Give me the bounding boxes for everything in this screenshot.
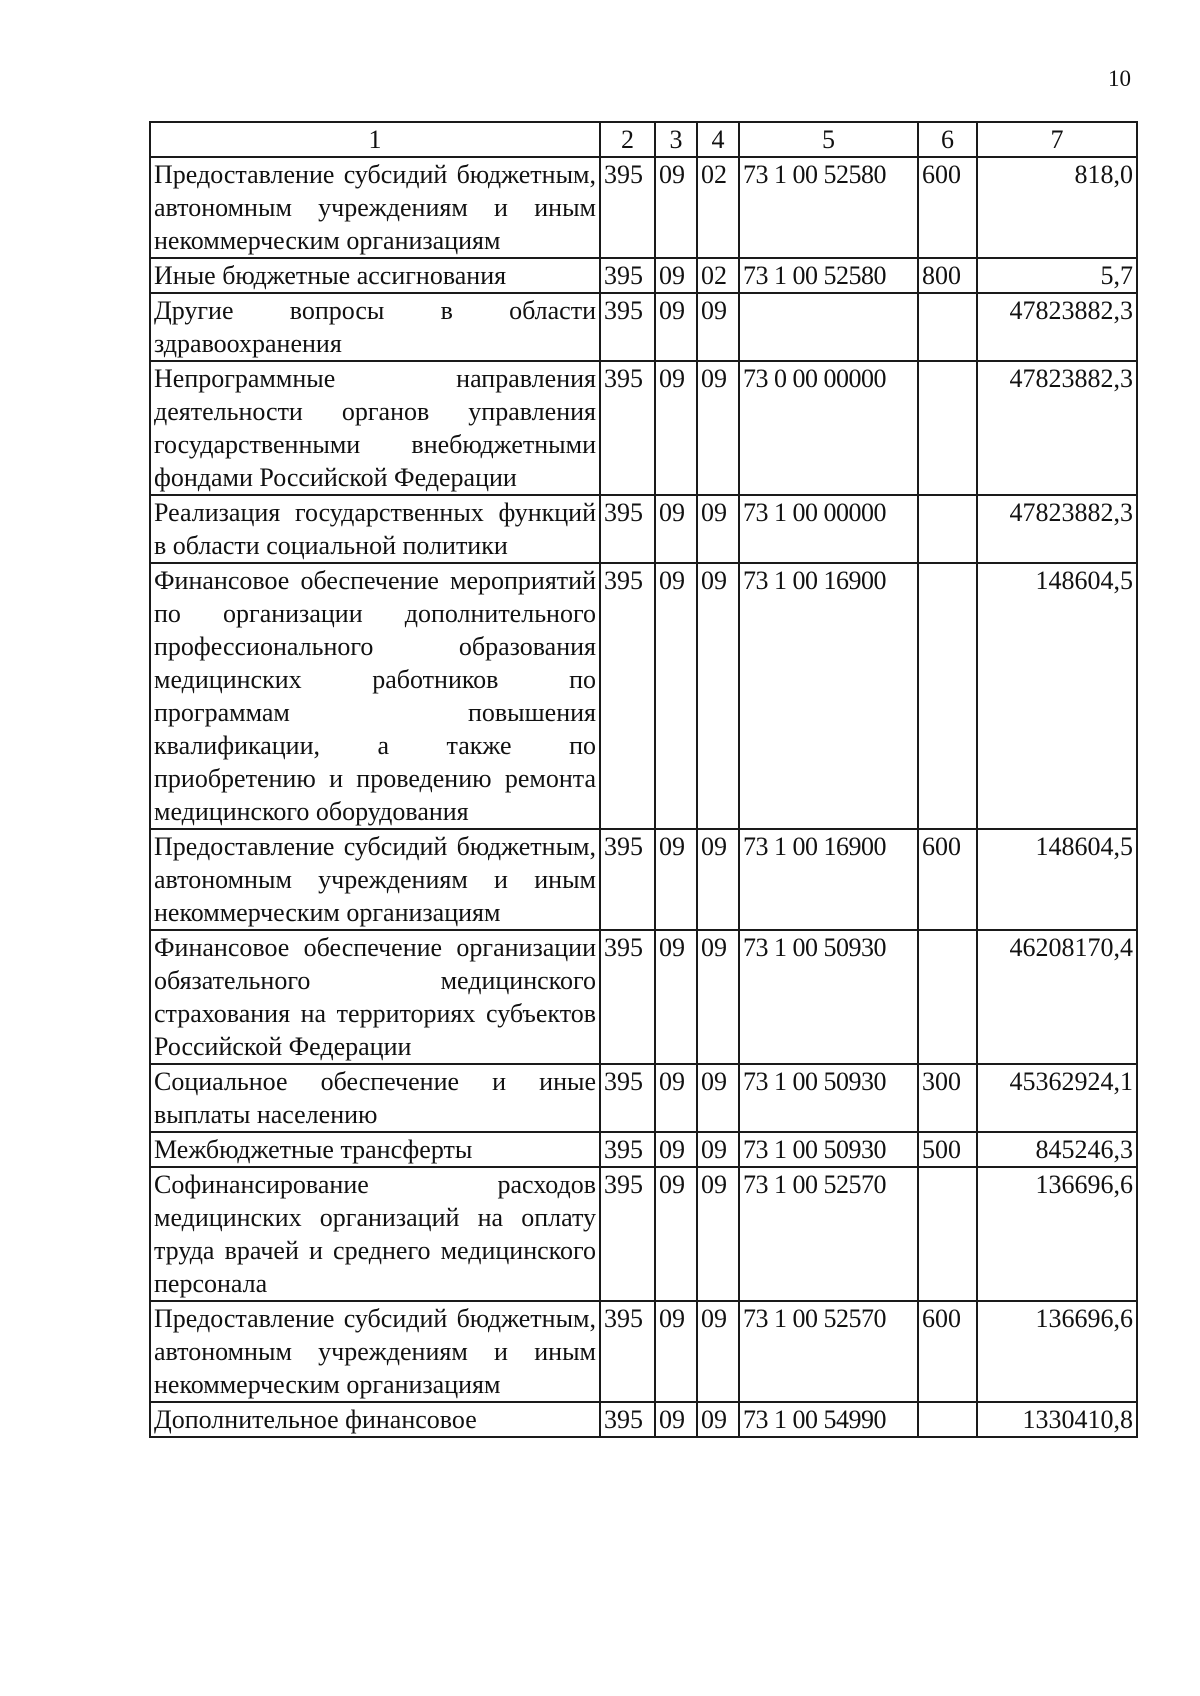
grbs-code-cell: 395	[600, 1132, 655, 1167]
amount-cell: 47823882,3	[977, 361, 1137, 495]
target-article-cell: 73 1 00 52580	[739, 157, 918, 258]
grbs-code-cell: 395	[600, 495, 655, 563]
section-code-cell: 09	[655, 495, 697, 563]
target-article-cell: 73 1 00 50930	[739, 1132, 918, 1167]
table-row	[150, 1064, 1137, 1132]
subsection-code-cell: 09	[697, 563, 739, 829]
subsection-code-cell: 09	[697, 1064, 739, 1132]
page-number: 10	[1108, 66, 1131, 91]
subsection-code-cell: 09	[697, 361, 739, 495]
target-article-cell: 73 1 00 50930	[739, 1064, 918, 1132]
section-code-cell: 09	[655, 258, 697, 293]
row-name-cell: Софинансирование расходов медицинских организаций на оплату труда врачей и среднего медицинского персонала	[150, 1167, 600, 1301]
table-row	[150, 930, 1137, 1064]
table-row	[150, 1132, 1137, 1167]
amount-cell: 148604,5	[977, 829, 1137, 930]
table-row	[150, 1402, 1137, 1437]
row-name-cell: Иные бюджетные ассигнования	[150, 258, 600, 293]
grbs-code-cell: 395	[600, 361, 655, 495]
subsection-code-cell: 09	[697, 1402, 739, 1437]
target-article-cell: 73 1 00 52580	[739, 258, 918, 293]
amount-cell: 47823882,3	[977, 495, 1137, 563]
expense-type-cell	[918, 1402, 977, 1437]
expense-type-cell	[918, 293, 977, 361]
expense-type-cell: 600	[918, 157, 977, 258]
section-code-cell: 09	[655, 829, 697, 930]
row-name-cell: Непрограммные направления деятельности органов управления государственными внебюджетными фондами Российской Федерации	[150, 361, 600, 495]
amount-cell: 845246,3	[977, 1132, 1137, 1167]
row-name-cell: Предоставление субсидий бюджетным, автономным учреждениям и иным некоммерческим организациям	[150, 157, 600, 258]
column-header: 3	[655, 122, 697, 157]
subsection-code-cell: 09	[697, 829, 739, 930]
grbs-code-cell: 395	[600, 258, 655, 293]
expense-type-cell	[918, 563, 977, 829]
section-code-cell: 09	[655, 930, 697, 1064]
amount-cell: 818,0	[977, 157, 1137, 258]
section-code-cell: 09	[655, 563, 697, 829]
grbs-code-cell: 395	[600, 157, 655, 258]
row-name-cell: Финансовое обеспечение организации обязательного медицинского страхования на территориях субъектов Российской Федерации	[150, 930, 600, 1064]
amount-cell: 136696,6	[977, 1167, 1137, 1301]
section-code-cell: 09	[655, 157, 697, 258]
subsection-code-cell: 02	[697, 157, 739, 258]
table-body	[150, 157, 1137, 1437]
grbs-code-cell: 395	[600, 1064, 655, 1132]
amount-cell: 136696,6	[977, 1301, 1137, 1402]
column-header: 7	[977, 122, 1137, 157]
table-row	[150, 361, 1137, 495]
amount-cell: 148604,5	[977, 563, 1137, 829]
subsection-code-cell: 09	[697, 495, 739, 563]
grbs-code-cell: 395	[600, 563, 655, 829]
subsection-code-cell: 09	[697, 1167, 739, 1301]
section-code-cell: 09	[655, 1132, 697, 1167]
section-code-cell: 09	[655, 1402, 697, 1437]
amount-cell: 46208170,4	[977, 930, 1137, 1064]
row-name-cell: Дополнительное финансовое	[150, 1402, 600, 1437]
subsection-code-cell: 09	[697, 1132, 739, 1167]
amount-cell: 5,7	[977, 258, 1137, 293]
amount-cell: 45362924,1	[977, 1064, 1137, 1132]
grbs-code-cell: 395	[600, 930, 655, 1064]
expense-type-cell	[918, 361, 977, 495]
row-name-cell: Реализация государственных функций в области социальной политики	[150, 495, 600, 563]
subsection-code-cell: 02	[697, 258, 739, 293]
grbs-code-cell: 395	[600, 829, 655, 930]
expense-type-cell	[918, 495, 977, 563]
column-header: 4	[697, 122, 739, 157]
target-article-cell: 73 1 00 00000	[739, 495, 918, 563]
budget-table	[149, 121, 1138, 1438]
section-code-cell: 09	[655, 1301, 697, 1402]
table-row	[150, 495, 1137, 563]
subsection-code-cell: 09	[697, 930, 739, 1064]
target-article-cell: 73 1 00 16900	[739, 829, 918, 930]
subsection-code-cell: 09	[697, 1301, 739, 1402]
table-row	[150, 1301, 1137, 1402]
section-code-cell: 09	[655, 361, 697, 495]
expense-type-cell: 800	[918, 258, 977, 293]
expense-type-cell: 500	[918, 1132, 977, 1167]
target-article-cell	[739, 293, 918, 361]
table-row	[150, 1167, 1137, 1301]
section-code-cell: 09	[655, 293, 697, 361]
amount-cell: 47823882,3	[977, 293, 1137, 361]
table-row	[150, 157, 1137, 258]
expense-type-cell: 300	[918, 1064, 977, 1132]
expense-type-cell	[918, 930, 977, 1064]
header-row	[150, 122, 1137, 157]
expense-type-cell	[918, 1167, 977, 1301]
column-header: 2	[600, 122, 655, 157]
table-row	[150, 258, 1137, 293]
grbs-code-cell: 395	[600, 293, 655, 361]
section-code-cell: 09	[655, 1064, 697, 1132]
subsection-code-cell: 09	[697, 293, 739, 361]
row-name-cell: Социальное обеспечение и иные выплаты населению	[150, 1064, 600, 1132]
target-article-cell: 73 1 00 52570	[739, 1301, 918, 1402]
grbs-code-cell: 395	[600, 1301, 655, 1402]
grbs-code-cell: 395	[600, 1167, 655, 1301]
row-name-cell: Другие вопросы в области здравоохранения	[150, 293, 600, 361]
table-row	[150, 563, 1137, 829]
target-article-cell: 73 1 00 16900	[739, 563, 918, 829]
target-article-cell: 73 1 00 52570	[739, 1167, 918, 1301]
target-article-cell: 73 0 00 00000	[739, 361, 918, 495]
row-name-cell: Финансовое обеспечение мероприятий по организации дополнительного профессионального образования медицинских работников по программам повышения квалификации, а также по приобретению и проведению ремонта медицинского оборудования	[150, 563, 600, 829]
expense-type-cell: 600	[918, 1301, 977, 1402]
expense-type-cell: 600	[918, 829, 977, 930]
section-code-cell: 09	[655, 1167, 697, 1301]
column-header: 1	[150, 122, 600, 157]
table-row	[150, 829, 1137, 930]
column-header: 5	[739, 122, 918, 157]
amount-cell: 1330410,8	[977, 1402, 1137, 1437]
grbs-code-cell: 395	[600, 1402, 655, 1437]
row-name-cell: Межбюджетные трансферты	[150, 1132, 600, 1167]
column-header: 6	[918, 122, 977, 157]
table-row	[150, 293, 1137, 361]
row-name-cell: Предоставление субсидий бюджетным, автономным учреждениям и иным некоммерческим организациям	[150, 1301, 600, 1402]
target-article-cell: 73 1 00 54990	[739, 1402, 918, 1437]
target-article-cell: 73 1 00 50930	[739, 930, 918, 1064]
row-name-cell: Предоставление субсидий бюджетным, автономным учреждениям и иным некоммерческим организациям	[150, 829, 600, 930]
